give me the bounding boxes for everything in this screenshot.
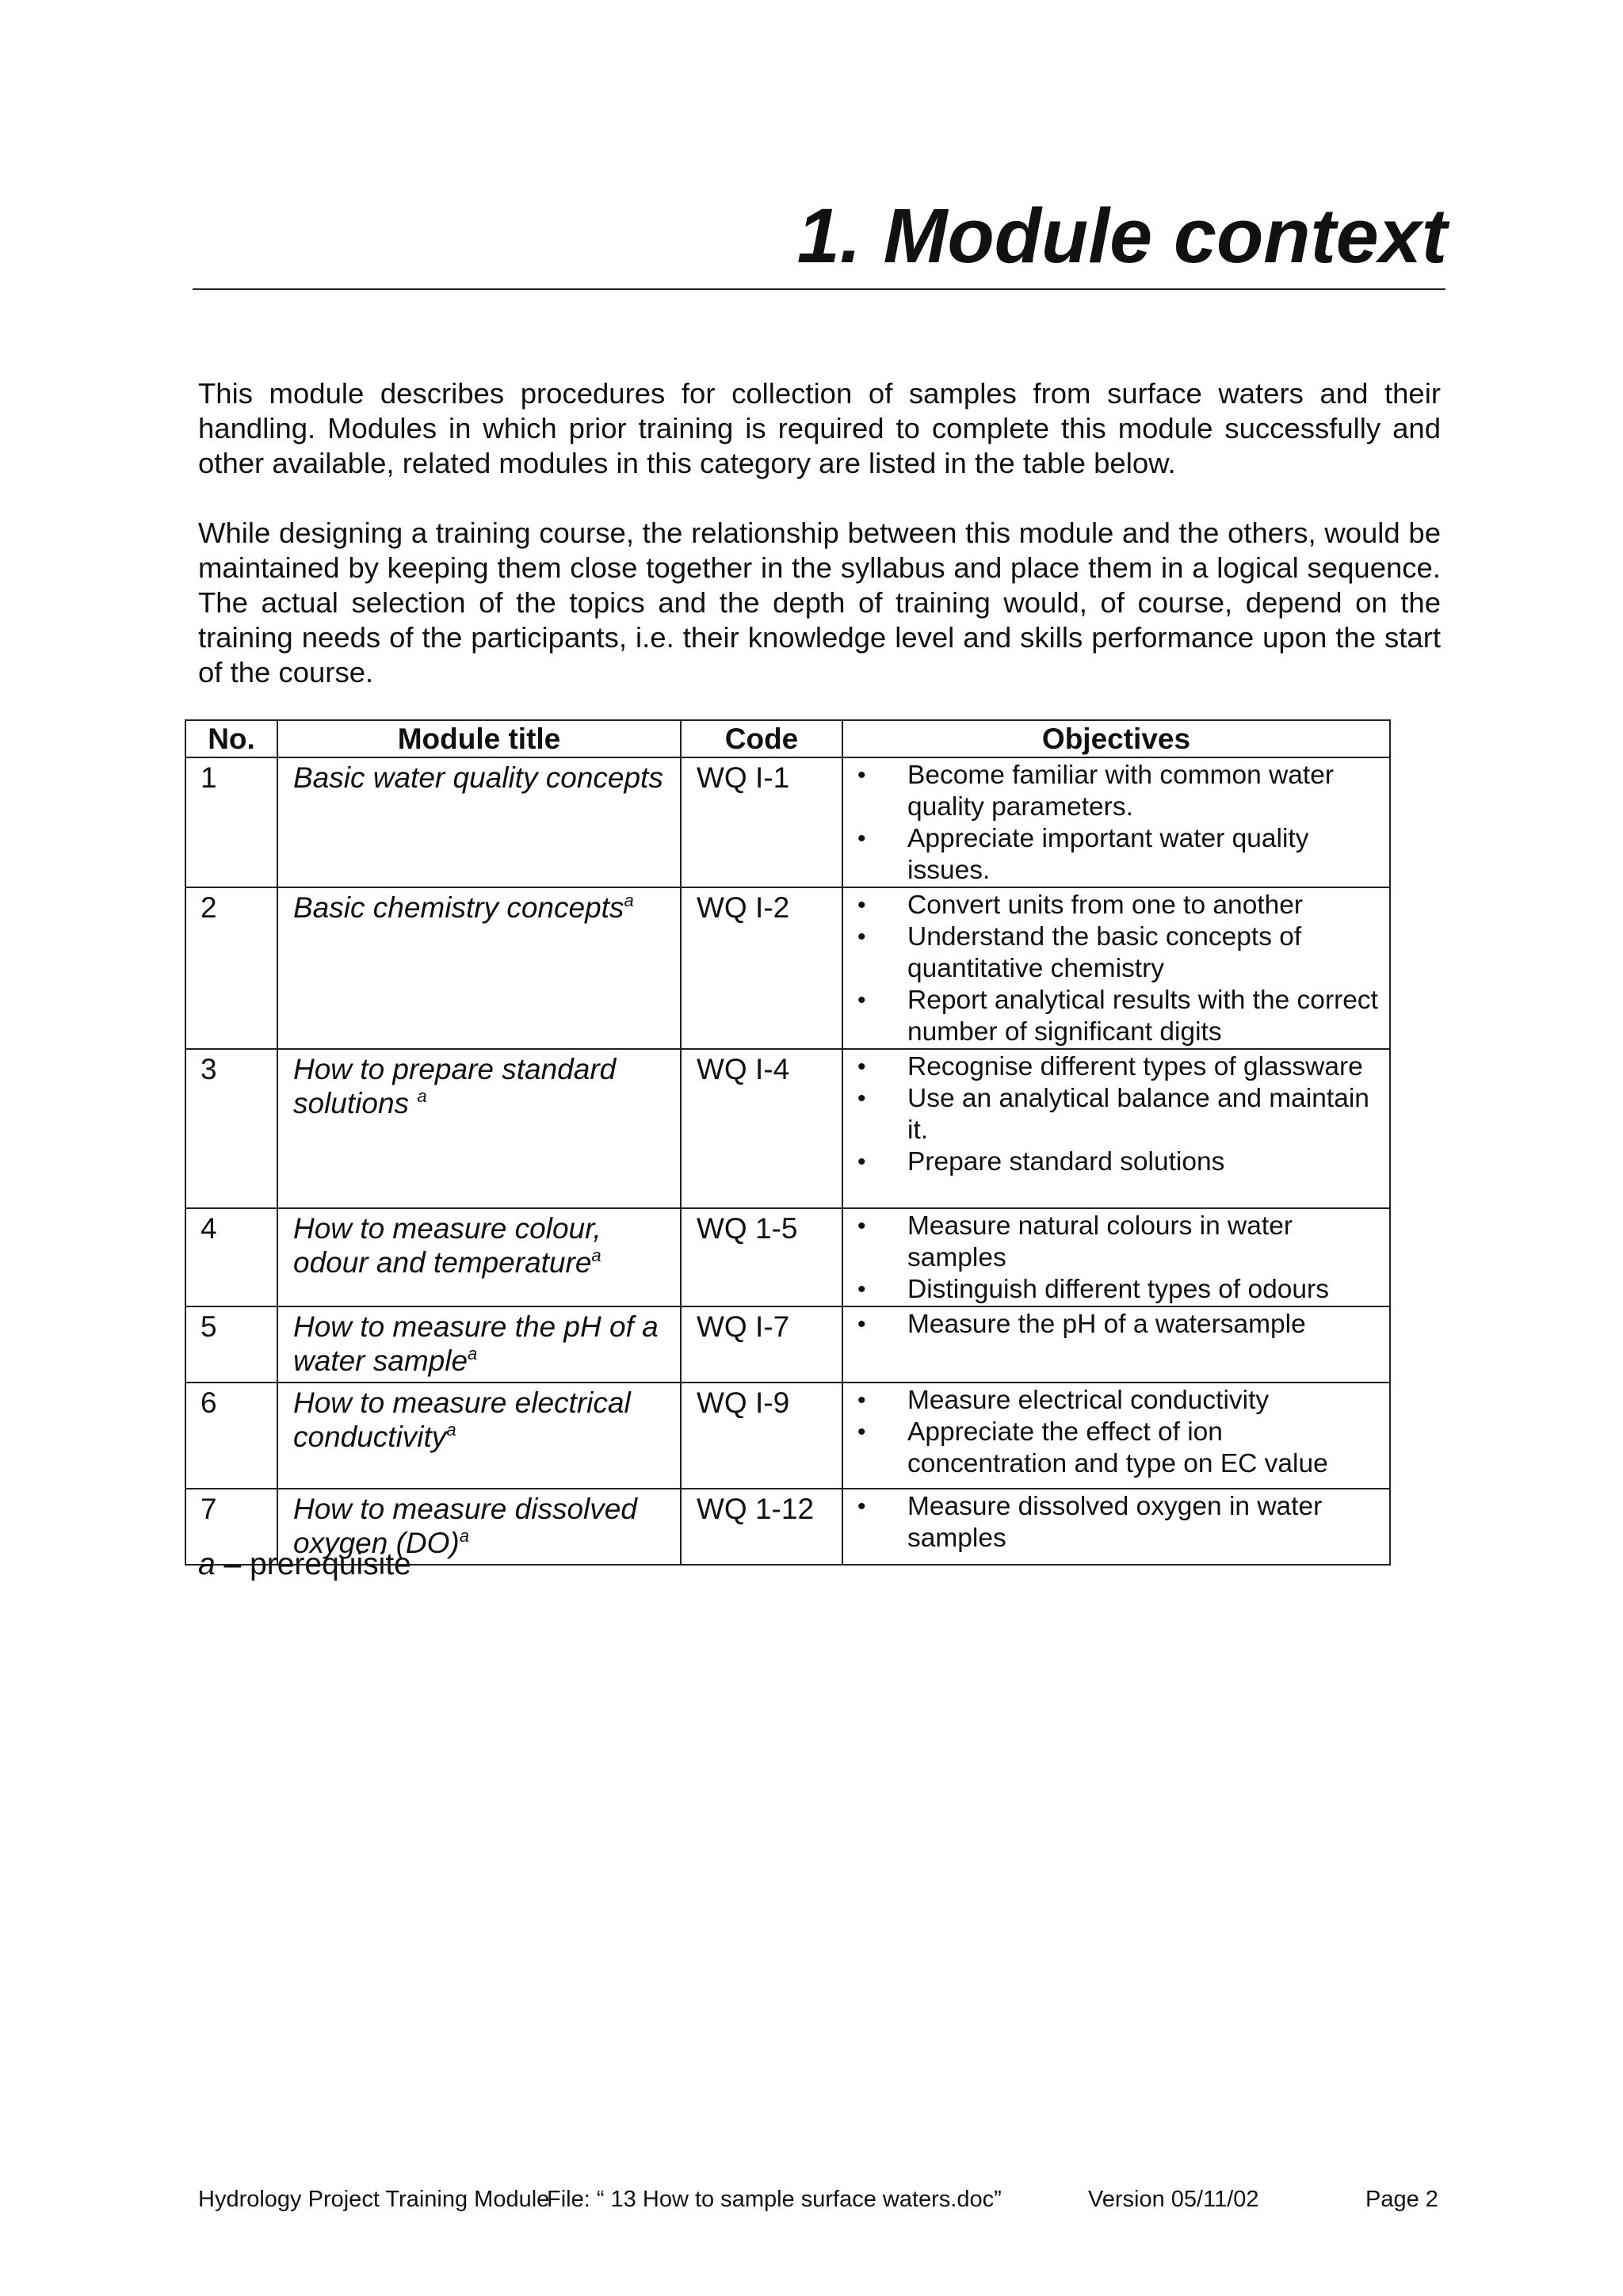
objective-item: • Distinguish different types of odours [843,1274,1389,1306]
objective-item: • Appreciate important water quality issues. [843,823,1389,887]
objective-item: • Understand the basic concepts of quantitative chemistry [843,921,1389,985]
cell-objectives [842,1208,1390,1306]
table-row [185,1049,1390,1208]
cell-module-title [277,887,681,1049]
header-code: Code [681,720,842,757]
header-objectives: Objectives [842,720,1390,757]
objectives-list [843,760,1389,887]
cell-code: WQ I-4 [681,1049,842,1208]
cell-no: 4 [185,1208,277,1306]
cell-objectives [842,1383,1390,1489]
cell-code: WQ I-1 [681,757,842,887]
cell-code: WQ 1-5 [681,1208,842,1306]
footer-file: File: “ 13 How to sample surface waters.doc” [547,2187,1002,2212]
header-module-title: Module title [277,720,681,757]
course-design-paragraph: While designing a training course, the relationship between this module and the others, would be maintained by keeping them close together in the syllabus and place them in a logical sequence. The actual selection of the topics and the depth of training would, of course, depend on the training needs of the participants, i.e. their knowledge level and skills performance upon the start of the course. [198,517,1441,688]
module-title-text: Basic chemistry concepts [293,891,624,924]
header-no: No. [185,720,277,757]
prerequisite-marker: a [417,1086,427,1106]
objective-item: • Use an analytical balance and maintain it. [843,1083,1389,1146]
objectives-list [843,1211,1389,1306]
objective-item: • Measure dissolved oxygen in water samples [843,1491,1389,1554]
cell-objectives [842,887,1390,1049]
cell-objectives [842,1049,1390,1208]
footnote [198,1547,411,1582]
objective-item: • Measure natural colours in water samples [843,1211,1389,1274]
cell-code: WQ I-7 [681,1306,842,1383]
page-title [193,189,1447,284]
cell-no: 1 [185,757,277,887]
footnote-symbol: a [198,1547,216,1581]
objectives-list [843,1491,1389,1554]
table-row [185,1306,1390,1383]
objective-item: • Prepare standard solutions [843,1146,1389,1178]
cell-no: 6 [185,1383,277,1489]
objectives-list [843,1051,1389,1178]
module-title-text: How to measure electrical conductivity [293,1386,631,1453]
module-title-text: How to measure dissolved oxygen (DO) [293,1493,637,1559]
prerequisite-marker: a [591,1245,601,1265]
objective-item: • Convert units from one to another [843,890,1389,921]
objectives-list [843,890,1389,1048]
cell-code: WQ 1-12 [681,1489,842,1565]
objective-item: • Measure electrical conductivity [843,1385,1389,1417]
cell-code: WQ I-2 [681,887,842,1049]
prerequisite-marker: a [468,1344,478,1363]
objective-item: • Recognise different types of glassware [843,1051,1389,1083]
objective-item: • Report analytical results with the correct number of significant digits [843,985,1389,1048]
cell-module-title [277,1306,681,1383]
table-row [185,1383,1390,1489]
footer-version: Version 05/11/02 [1088,2187,1259,2212]
table-header-row [185,720,1390,757]
cell-objectives [842,1489,1390,1565]
table-row [185,757,1390,887]
prerequisite-marker: a [446,1420,456,1440]
module-title-text: Basic water quality concepts [293,761,663,794]
objective-item: • Become familiar with common water quality parameters. [843,760,1389,823]
footnote-text: – prerequisite [215,1547,411,1581]
cell-no: 5 [185,1306,277,1383]
module-title-text: How to prepare standard solutions [293,1053,617,1119]
module-title-text: How to measure the pH of a water sample [293,1310,659,1377]
cell-module-title [277,1049,681,1208]
cell-module-title [277,1208,681,1306]
cell-no: 3 [185,1049,277,1208]
objective-item: • Measure the pH of a watersample [843,1309,1389,1341]
footer-project: Hydrology Project Training Module [198,2187,550,2212]
module-table [185,719,1391,1566]
module-title-text: How to measure colour, odour and temperature [293,1212,601,1279]
cell-no: 7 [185,1489,277,1565]
footer-page-number: Page 2 [1365,2187,1438,2212]
table-row [185,887,1390,1049]
title-divider [193,288,1445,290]
cell-objectives [842,757,1390,887]
objectives-list [843,1309,1389,1341]
objective-item: • Appreciate the effect of ion concentration and type on EC value [843,1417,1389,1480]
cell-code: WQ I-9 [681,1383,842,1489]
prerequisite-marker: a [459,1526,469,1546]
section-number: 1. [796,193,861,279]
cell-module-title [277,757,681,887]
prerequisite-marker: a [624,891,634,910]
intro-paragraph: This module describes procedures for collection of samples from surface waters and their handling. Modules in which prior training is required to complete this module successfully and other available, related modules in this category are listed in the table below. [198,377,1441,479]
section-title: Module context [883,193,1447,279]
cell-module-title [277,1383,681,1489]
table-row [185,1208,1390,1306]
cell-objectives [842,1306,1390,1383]
cell-no: 2 [185,887,277,1049]
objectives-list [843,1385,1389,1480]
